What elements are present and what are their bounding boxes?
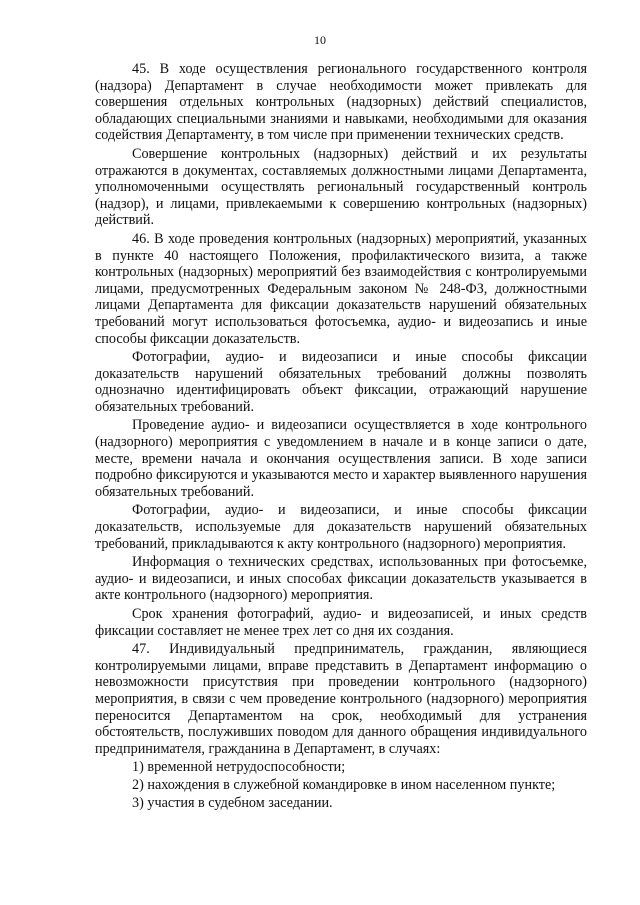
list-item: 2) нахождения в служебной командировке в ином населенном пункте; (132, 776, 556, 793)
paragraph-45: 45. В ходе осуществления регионального государственного контроля (надзора) Департамент в случае необходимости может привлекать для совершения отдельных контрольных (надзорных) действий специалистов, обладающих специальными знаниями и навыками, необходимыми для оказания содействия Департаменту, в том числе при применении технических средств. (95, 61, 587, 144)
paragraph-47: 47. Индивидуальный предприниматель, гражданин, являющиеся контролируемыми лицами, вправе представить в Департамент информацию о невозможности присутствия при проведении контрольного (надзорного) мероприятия, в связи с чем проведение контрольного (надзорного) мероприятия переносится Департаментом на срок, необходимый для устранения обстоятельств, послуживших поводом для данного обращения индивидуального предпринимателя, гражданина в Департамент, в случаях: (95, 641, 587, 757)
paragraph-46-photos: Фотографии, аудио- и видеозаписи и иные способы фиксации доказательств нарушений обязательных требований должны позволять однозначно идентифицировать объект фиксации, отражающий нарушение обязательных требований. (95, 349, 587, 415)
paragraph-46-technical-info: Информация о технических средствах, использованных при фотосъемке, аудио- и видеозаписи, и иных способах фиксации доказательств указывается в акте контрольного (надзорного) мероприятия. (95, 554, 587, 604)
list-item: 3) участия в судебном заседании. (132, 794, 333, 811)
list-item: 1) временной нетрудоспособности; (132, 759, 346, 776)
paragraph-46-storage: Срок хранения фотографий, аудио- и видеозаписей, и иных средств фиксации составляет не менее трех лет со дня их создания. (95, 606, 587, 639)
paragraph-46-recording: Проведение аудио- и видеозаписи осуществляется в ходе контрольного (надзорного) мероприятия с уведомлением в начале и в конце записи о дате, месте, времени начала и окончания осуществления записи. В ходе записи подробно фиксируются и указываются место и характер выявленного нарушения обязательных требований. (95, 417, 587, 500)
document-body (95, 61, 587, 812)
paragraph-46: 46. В ходе проведения контрольных (надзорных) мероприятий, указанных в пункте 40 настоящего Положения, профилактического визита, а также контрольных (надзорных) мероприятий без взаимодействия с контролируемыми лицами, предусмотренных Федеральным законом № 248-ФЗ, должностными лицами Департамента для фиксации доказательств нарушений обязательных требований могут использоваться фотосъемка, аудио- и видеозапись и иные способы фиксации доказательств. (95, 230, 587, 347)
paragraph-45-results: Совершение контрольных (надзорных) действий и их результаты отражаются в документах, составляемых должностными лицами Департамента, уполномоченными осуществлять региональный государственный контроль (надзор), и лицами, привлекаемыми к совершению контрольных (надзорных) действий. (95, 145, 587, 229)
paragraph-46-attachments: Фотографии, аудио- и видеозаписи, и иные способы фиксации доказательств, используемые для доказательств нарушений обязательных требований, прикладываются к акту контрольного (надзорного) мероприятия. (95, 502, 587, 552)
page-number: 10 (314, 33, 326, 47)
